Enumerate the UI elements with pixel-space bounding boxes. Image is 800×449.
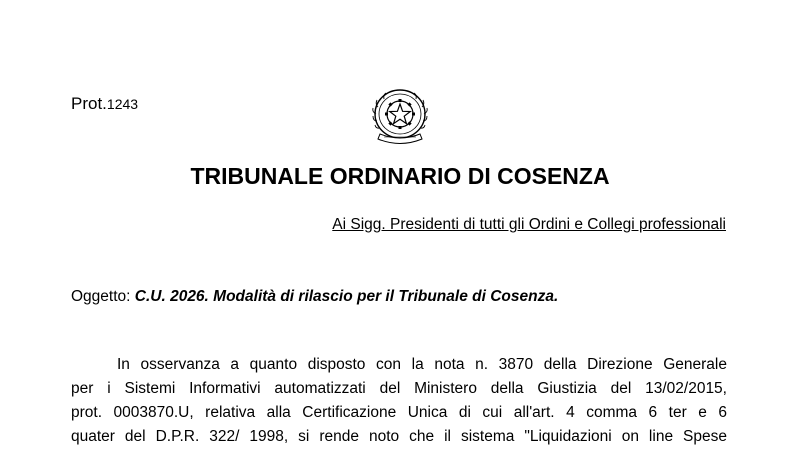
court-title: TRIBUNALE ORDINARIO DI COSENZA [190, 163, 610, 189]
body-paragraph [71, 353, 727, 449]
protocol-value: 1243 [106, 96, 139, 112]
body-line: per i Sistemi Informativi automatizzati del Ministero della Giustizia del 13/02/2015, [71, 380, 727, 397]
protocol-label: Prot. [71, 94, 107, 113]
protocol-number [71, 94, 138, 114]
subject-line [71, 288, 558, 306]
addressee-line: Ai Sigg. Presidenti di tutti gli Ordini e Collegi professionali [332, 216, 726, 233]
body-line: prot. 0003870.U, relativa alla Certificazione Unica di cui all'art. 4 comma 6 ter e 6 [71, 404, 727, 421]
body-line: quater del D.P.R. 322/ 1998, si rende noto che il sistema "Liquidazioni on line Spese [71, 428, 727, 445]
body-line: In osservanza a quanto disposto con la nota n. 3870 della Direzione Generale [117, 356, 727, 373]
italian-republic-emblem-icon [366, 87, 434, 147]
subject-text: C.U. 2026. Modalità di rilascio per il Tribunale di Cosenza. [134, 288, 559, 305]
subject-label: Oggetto: [71, 288, 135, 305]
